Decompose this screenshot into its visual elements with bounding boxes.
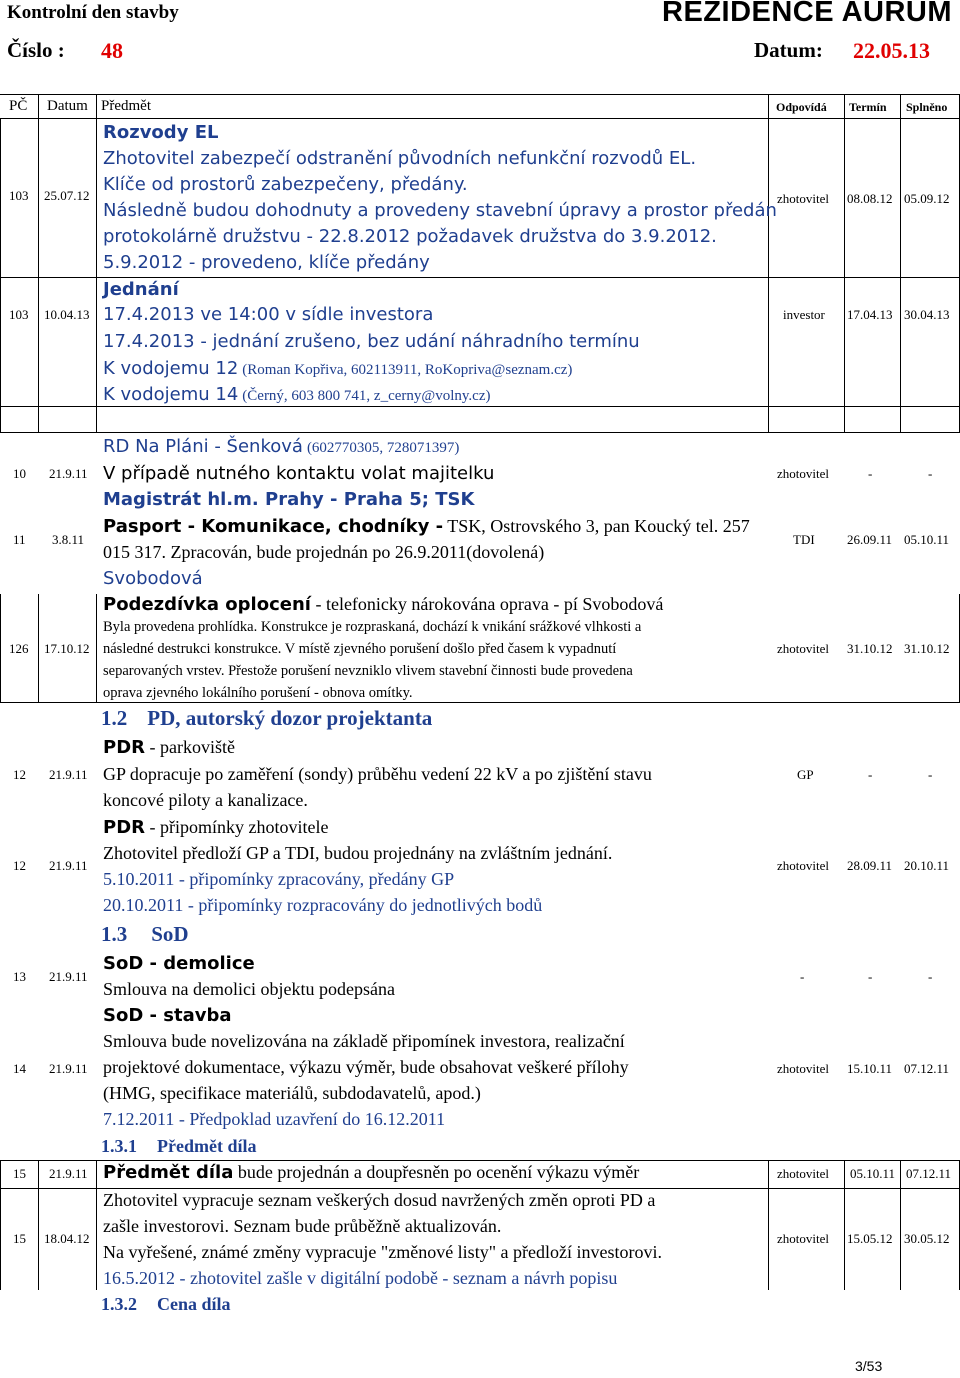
row9-termin: 15.10.11 <box>847 1061 893 1076</box>
row9-pc: 14 <box>13 1061 26 1076</box>
row7-pc: 12 <box>13 858 26 873</box>
contact-vodojem-12: K vodojemu 12 (Roman Kopřiva, 602113911, RoKopriva@seznam.cz) <box>103 358 573 379</box>
row11-line4: 16.5.2012 - zhotovitel zašle v digitální podobě - seznam a návrh popisu <box>103 1268 618 1288</box>
section-1-3-1: 1.3.1 Předmět díla <box>101 1136 257 1156</box>
row5-line2: Byla provedena prohlídka. Konstrukce je rozpraskaná, dochází k vnikání srážkové vlhkosti a <box>103 619 642 635</box>
contact-vodojem-14: K vodojemu 14 (Černý, 603 800 741, z_cerny@volny.cz) <box>103 384 491 405</box>
row9-odpovida: zhotovitel <box>777 1061 829 1076</box>
row11-line1: Zhotovitel vypracuje seznam veškerých dosud navržených změn oproti PD a <box>103 1190 656 1210</box>
col-pc: PČ <box>9 98 28 114</box>
row1-line6: 5.9.2012 - provedeno, klíče předány <box>103 252 430 273</box>
row4-odpovida: TDI <box>793 532 815 547</box>
section-1-3-2: 1.3.2 Cena díla <box>101 1294 231 1314</box>
row11-termin: 15.05.12 <box>847 1231 893 1246</box>
section-magistrat: Magistrát hl.m. Prahy - Praha 5; TSK <box>103 489 475 510</box>
row5-odpovida: zhotovitel <box>777 641 829 656</box>
col-datum: Datum <box>47 98 88 114</box>
row1-odpovida: zhotovitel <box>777 191 829 206</box>
row10-splneno: 07.12.11 <box>906 1166 952 1181</box>
row6-line3: koncové piloty a kanalizace. <box>103 790 308 810</box>
row2-title: Jednání <box>103 279 179 300</box>
project-name: REZIDENCE AURUM <box>662 0 952 28</box>
row6-odpovida: GP <box>797 767 814 782</box>
row5-datum: 17.10.12 <box>44 641 90 656</box>
row3-splneno: - <box>928 466 933 481</box>
row9-splneno: 07.12.11 <box>904 1061 950 1076</box>
col-predmet: Předmět <box>101 98 151 114</box>
row5-line4: separovaných vrstev. Přestože porušení nevzniklo vlivem stavební činnosti bude provedena <box>103 663 633 679</box>
date-value: 22.05.13 <box>853 38 930 63</box>
col-splneno: Splněno <box>906 100 948 114</box>
document-title: Kontrolní den stavby <box>7 2 179 23</box>
row11-line2: zašle investorovi. Seznam bude průběžně aktualizován. <box>103 1216 502 1236</box>
section-rd-na-plani: RD Na Pláni - Šenková (602770305, 728071397) <box>103 436 460 457</box>
row7-odpovida: zhotovitel <box>777 858 829 873</box>
row8-termin: - <box>868 969 873 984</box>
row4-termin: 26.09.11 <box>847 532 893 547</box>
col-termin: Termín <box>849 100 887 114</box>
row7-line1: PDR - připomínky zhotovitele <box>103 817 329 838</box>
row1-pc: 103 <box>9 188 29 203</box>
row2-datum: 10.04.13 <box>44 307 90 322</box>
row11-pc: 15 <box>13 1231 26 1246</box>
number-value: 48 <box>101 38 123 63</box>
number-label: Číslo : <box>7 38 65 62</box>
row9-line4: (HMG, specifikace materiálů, subdodavatelů, apod.) <box>103 1083 481 1103</box>
row8-splneno: - <box>928 969 933 984</box>
row1-line3: Klíče od prostorů zabezpečeny, předány. <box>103 174 468 195</box>
row7-line2: Zhotovitel předloží GP a TDI, budou projednány na zvláštním jednání. <box>103 843 613 863</box>
row10-line1: Předmět díla bude projednán a doupřesněn po ocenění výkazu výměr <box>103 1162 640 1183</box>
row8-datum: 21.9.11 <box>49 969 88 984</box>
row11-splneno: 30.05.12 <box>904 1231 950 1246</box>
row4-datum: 3.8.11 <box>52 532 85 547</box>
row11-line3: Na vyřešené, známé změny vypracuje "změnové listy" a předloží investorovi. <box>103 1242 662 1262</box>
row1-title: Rozvody EL <box>103 122 219 143</box>
row3-datum: 21.9.11 <box>49 466 88 481</box>
row4-splneno: 05.10.11 <box>904 532 950 547</box>
row1-termin: 08.08.12 <box>847 191 893 206</box>
section-1-3: 1.3 SoD <box>101 922 189 946</box>
row3-termin: - <box>868 466 873 481</box>
row9-line1: SoD - stavba <box>103 1005 232 1026</box>
row3-odpovida: zhotovitel <box>777 466 829 481</box>
row2-line3: 17.4.2013 - jednání zrušeno, bez udání náhradního termínu <box>103 331 640 352</box>
row7-datum: 21.9.11 <box>49 858 88 873</box>
row6-pc: 12 <box>13 767 26 782</box>
row1-line2: Zhotovitel zabezpečí odstranění původních nefunkční rozvodů EL. <box>103 148 697 169</box>
row2-splneno: 30.04.13 <box>904 307 950 322</box>
row7-line4: 20.10.2011 - připomínky rozpracovány do jednotlivých bodů <box>103 895 543 915</box>
section-svobodova: Svobodová <box>103 568 203 589</box>
row5-line3: následné destrukci konstrukce. V místě zjevného porušení došlo před časem k vypadnutí <box>103 641 617 657</box>
row3-pc: 10 <box>13 466 26 481</box>
row9-line5: 7.12.2011 - Předpoklad uzavření do 16.12.2011 <box>103 1109 446 1129</box>
row10-termin: 05.10.11 <box>850 1166 896 1181</box>
date-label: Datum: <box>754 38 823 62</box>
row8-line2: Smlouva na demolici objektu podepsána <box>103 979 395 999</box>
row6-datum: 21.9.11 <box>49 767 88 782</box>
row4-line1: Pasport - Komunikace, chodníky - TSK, Ostrovského 3, pan Koucký tel. 257 <box>103 516 750 537</box>
row7-line3: 5.10.2011 - připomínky zpracovány, předány GP <box>103 869 455 889</box>
row1-line5: protokolárně družstvu - 22.8.2012 požadavek družstva do 3.9.2012. <box>103 226 717 247</box>
col-odpovida: Odpovídá <box>776 100 827 114</box>
row9-line2: Smlouva bude novelizována na základě připomínek investora, realizační <box>103 1031 625 1051</box>
row11-datum: 18.04.12 <box>44 1231 90 1246</box>
row10-odpovida: zhotovitel <box>777 1166 829 1181</box>
row2-line2: 17.4.2013 ve 14:00 v sídle investora <box>103 304 434 325</box>
row2-pc: 103 <box>9 307 29 322</box>
page-number: 3/53 <box>855 1358 883 1374</box>
row8-line1: SoD - demolice <box>103 953 255 974</box>
row5-splneno: 31.10.12 <box>904 641 950 656</box>
row9-datum: 21.9.11 <box>49 1061 88 1076</box>
row5-line1: Podezdívka oplocení - telefonicky nárokována oprava - pí Svobodová <box>103 594 664 615</box>
row1-line4: Následně budou dohodnuty a provedeny stavební úpravy a prostor předán <box>103 200 777 221</box>
row10-datum: 21.9.11 <box>49 1166 88 1181</box>
row9-line3: projektové dokumentace, výkazu výměr, bude obsahovat veškeré přílohy <box>103 1057 629 1077</box>
row6-line2: GP dopracuje po zaměření (sondy) průběhu vedení 22 kV a po zjištění stavu <box>103 764 652 784</box>
row5-pc: 126 <box>9 641 29 656</box>
row11-odpovida: zhotovitel <box>777 1231 829 1246</box>
row1-datum: 25.07.12 <box>44 188 90 203</box>
row6-termin: - <box>868 767 873 782</box>
row8-odpovida: - <box>800 969 805 984</box>
row10-pc: 15 <box>13 1166 26 1181</box>
row3-text: V případě nutného kontaktu volat majitelku <box>103 463 495 484</box>
row5-termin: 31.10.12 <box>847 641 893 656</box>
row4-line2: 015 317. Zpracován, bude projednán po 26.9.2011(dovolená) <box>103 542 545 562</box>
row2-odpovida: investor <box>783 307 825 322</box>
row2-termin: 17.04.13 <box>847 307 893 322</box>
row6-line1: PDR - parkoviště <box>103 737 235 758</box>
row4-pc: 11 <box>13 532 26 547</box>
row1-splneno: 05.09.12 <box>904 191 950 206</box>
row7-termin: 28.09.11 <box>847 858 893 873</box>
row6-splneno: - <box>928 767 933 782</box>
row7-splneno: 20.10.11 <box>904 858 950 873</box>
row5-line5: oprava zjevného lokálního porušení - obnova omítky. <box>103 685 413 701</box>
section-1-2: 1.2 PD, autorský dozor projektanta <box>101 706 433 730</box>
row8-pc: 13 <box>13 969 26 984</box>
